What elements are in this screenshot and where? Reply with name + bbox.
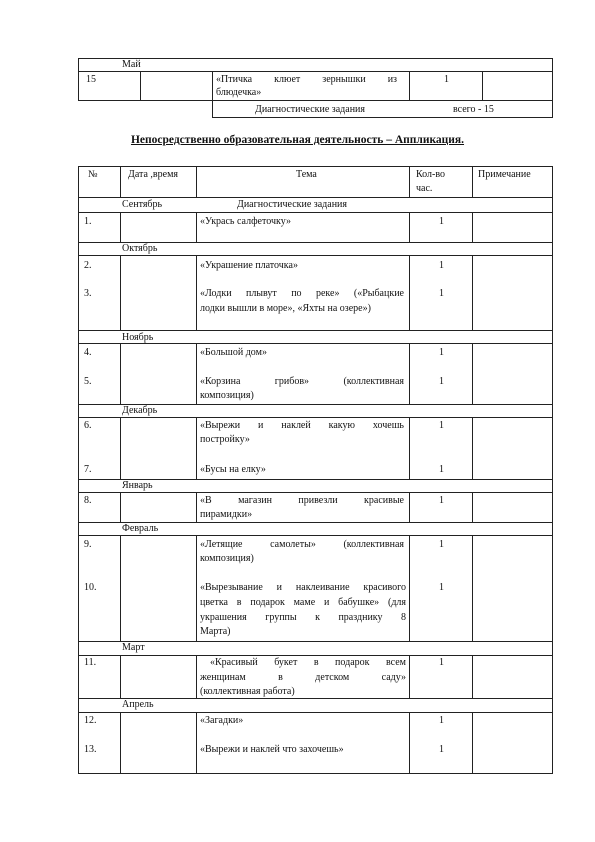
hours-count: 1	[439, 376, 444, 387]
row-number: 3.	[84, 288, 92, 299]
month-label: Декабрь	[122, 405, 158, 416]
row-number: 8.	[84, 495, 92, 506]
topic-text: «Укрась салфеточку»	[200, 216, 291, 227]
topic-text: (коллективная работа)	[200, 686, 295, 697]
hours-count: 1	[439, 464, 444, 475]
header-count: Кол-во	[416, 169, 446, 180]
month-label: Октябрь	[122, 243, 158, 254]
topic-text: женщинам в детском саду»	[200, 672, 406, 683]
row-number: 7.	[84, 464, 92, 475]
row-number: 4.	[84, 347, 92, 358]
month-label: Май	[122, 59, 141, 70]
topic-text: «Вырезывание и наклеивание красивого	[200, 582, 406, 593]
hours-count: 1	[439, 715, 444, 726]
topic-text: «Корзина грибов» (коллективная	[200, 376, 404, 387]
month-label: Ноябрь	[122, 332, 154, 343]
month-label: Январь	[122, 480, 153, 491]
topic-text: «Загадки»	[200, 715, 244, 726]
row-number: 9.	[84, 539, 92, 550]
topic-text: цветка в подарок маме и бабушке» (для	[200, 597, 406, 608]
month-label: Февраль	[122, 523, 159, 534]
topic-text: «Украшение платочка»	[200, 260, 298, 271]
topic-text: «Бусы на елку»	[200, 464, 266, 475]
header-number: №	[88, 169, 98, 180]
row-number: 15	[86, 74, 96, 85]
row-number: 11.	[84, 657, 97, 668]
topic-text: композиция)	[200, 553, 254, 564]
header-date: Дата ,время	[128, 169, 179, 180]
row-number: 2.	[84, 260, 92, 271]
section-title: Непосредственно образовательная деятельность – Аппликация.	[130, 134, 465, 146]
hours-count: 1	[439, 539, 444, 550]
row-number: 6.	[84, 420, 92, 431]
hours-count: 1	[439, 582, 444, 593]
hours-count: 1	[439, 347, 444, 358]
topic-text: лодки вышли в море», «Яхты на озере»)	[200, 303, 371, 314]
topic-text: «В магазин привезли красивые	[200, 495, 404, 506]
topic-text: «Большой дом»	[200, 347, 267, 358]
diagnostic-label: Диагностические задания	[237, 199, 347, 210]
hours-count: 1	[439, 744, 444, 755]
row-number: 13.	[84, 744, 97, 755]
topic-text: блюдечка»	[216, 87, 262, 98]
month-label: Сентябрь	[122, 199, 163, 210]
hours-count: 1	[439, 495, 444, 506]
hours-count: 1	[439, 216, 444, 227]
hours-count: 1	[439, 420, 444, 431]
diagnostic-label: Диагностические задания	[255, 104, 365, 115]
topic-text: «Красивый букет в подарок всем	[210, 657, 406, 668]
hours-count: 1	[439, 288, 444, 299]
header-note: Примечание	[478, 169, 531, 180]
month-label: Апрель	[122, 699, 154, 710]
hours-count: 1	[439, 657, 444, 668]
topic-text: «Птичка клюет зернышки из	[216, 74, 397, 85]
row-number: 12.	[84, 715, 97, 726]
topic-text: Марта)	[200, 626, 231, 637]
topic-text: «Летящие самолеты» (коллективная	[200, 539, 404, 550]
hours-count: 1	[439, 260, 444, 271]
topic-text: «Вырежи и наклей какую хочешь	[200, 420, 404, 431]
topic-text: пирамидки»	[200, 509, 253, 520]
row-number: 10.	[84, 582, 97, 593]
header-topic: Тема	[296, 169, 317, 180]
topic-text: постройку»	[200, 434, 250, 445]
month-label: Март	[122, 642, 145, 653]
total-label: всего - 15	[453, 104, 494, 115]
topic-text: украшения группы к празднику 8	[200, 612, 406, 623]
topic-text: «Лодки плывут по реке» («Рыбацкие	[200, 288, 404, 299]
topic-text: «Вырежи и наклей что захочешь»	[200, 744, 344, 755]
header-count: час.	[416, 183, 433, 194]
topic-text: композиция)	[200, 390, 254, 401]
row-number: 5.	[84, 376, 92, 387]
row-number: 1.	[84, 216, 92, 227]
hours-count: 1	[444, 74, 449, 85]
